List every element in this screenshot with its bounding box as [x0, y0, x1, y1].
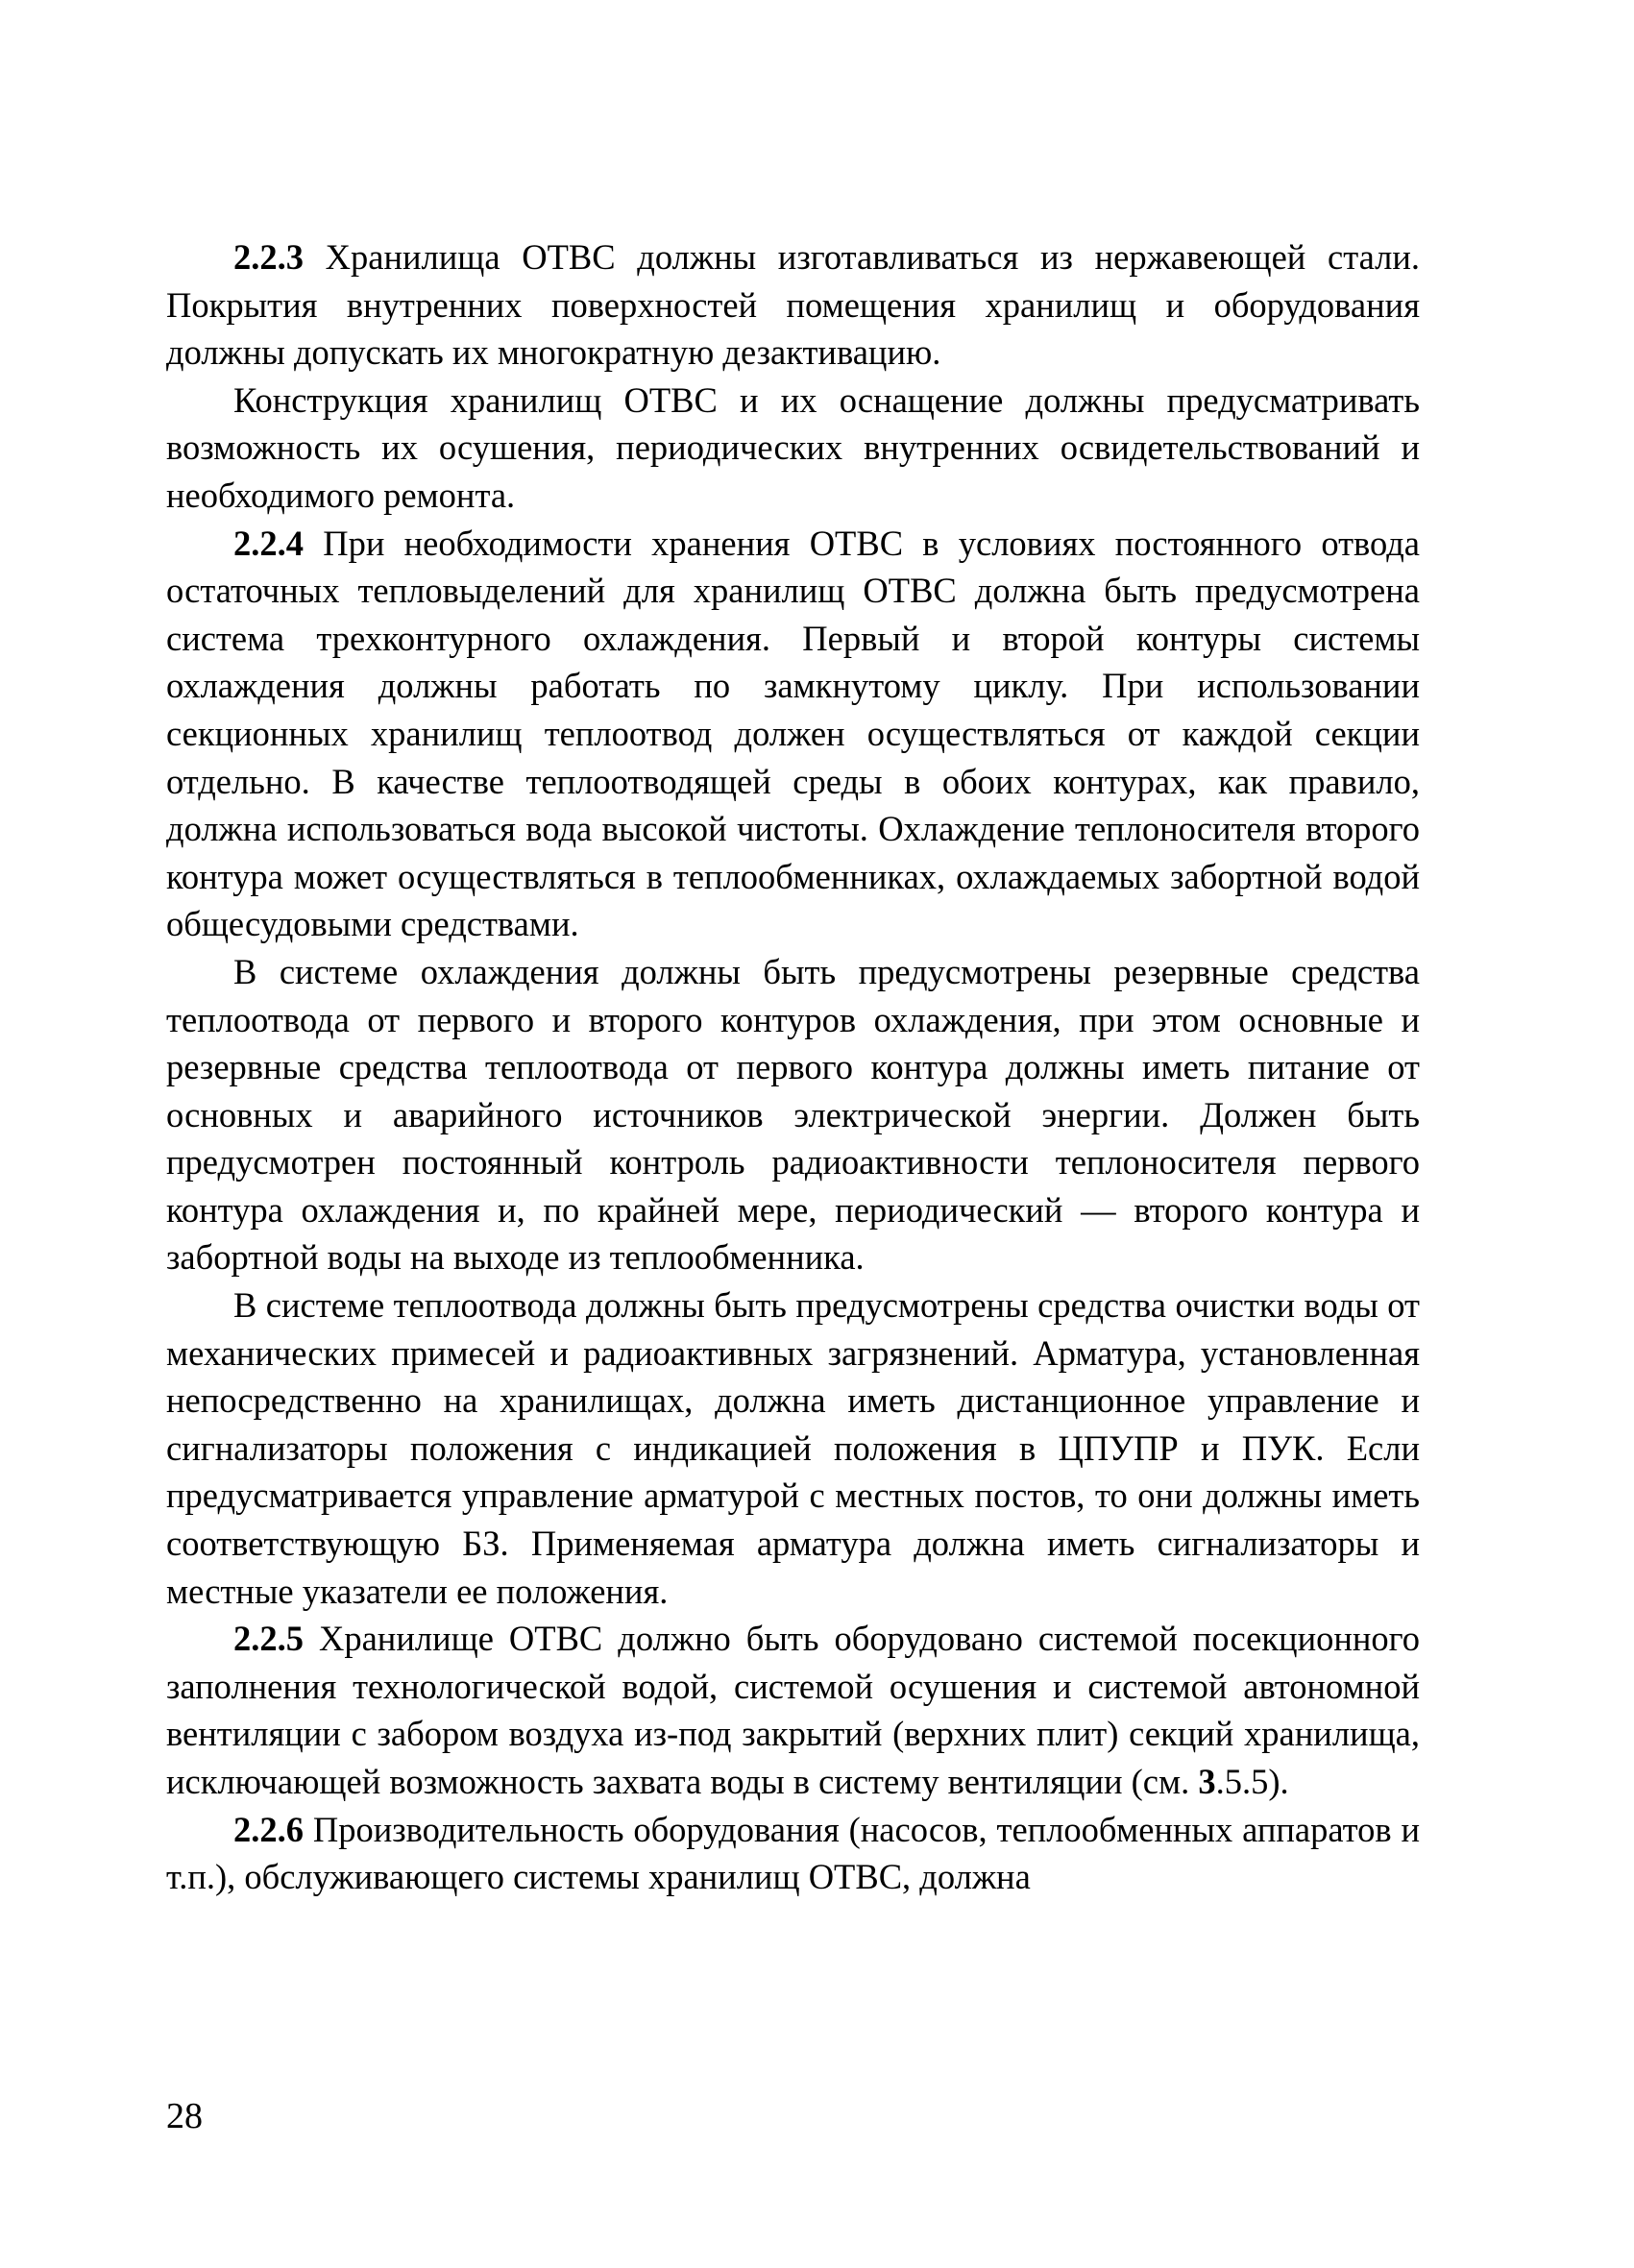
- paragraph-text: При необходимости хранения ОТВС в условиях постоянного отвода остаточных тепловыделений для хранилищ ОТВС должна быть предусмотрена система трехконтурного охлаждения. Первый и второй контуры системы охлаждения должны работать по замкнутому циклу. При использовании секционных хранилищ теплоотвод должен осуществляться от каждой секции отдельно. В качестве теплоотводящей среды в обоих контурах, как правило, должна использоваться вода высокой чистоты. Охлаждение теплоносителя второго контура может осуществляться в теплообменниках, охлаждаемых забортной водой общесудовыми средствами.: [166, 523, 1420, 944]
- section-number: 2.2.4: [233, 523, 304, 563]
- cross-reference-rest: .5.5).: [1215, 1762, 1289, 1801]
- section-number: 2.2.6: [233, 1809, 304, 1849]
- page-number: 28: [166, 2096, 203, 2136]
- paragraph-2-2-5: [166, 1615, 1420, 1805]
- paragraph-2-2-6: [166, 1806, 1420, 1901]
- paragraph-text: Хранилища ОТВС должны изготавливаться из нержавеющей стали. Покрытия внутренних поверхностей помещения хранилищ и оборудования должны допускать их многократную дезактивацию.: [166, 237, 1420, 373]
- paragraph-text: В системе теплоотвода должны быть предусмотрены средства очистки воды от механических примесей и радиоактивных загрязнений. Арматура, установленная непосредственно на хранилищах, должна иметь дистанционное управление и сигнализаторы положения с индикацией положения в ЦПУПР и ПУК. Если предусматривается управление арматурой с местных постов, то они должны иметь соответствующую БЗ. Применяемая арматура должна иметь сигнализаторы и местные указатели ее положения.: [166, 1285, 1420, 1611]
- paragraph-text: Производительность оборудования (насосов, теплообменных аппаратов и т.п.), обслуживающего системы хранилищ ОТВС, должна: [166, 1809, 1420, 1897]
- paragraph-text: Хранилище ОТВС должно быть оборудовано системой посекционного заполнения технологической водой, системой осушения и системой автономной вентиляции с забором воздуха из-под закрытий (верхних плит) секций хранилища, исключающей возможность захвата воды в систему вентиляции (см.: [166, 1619, 1420, 1801]
- section-number: 2.2.5: [233, 1619, 304, 1659]
- paragraph-text: Конструкция хранилищ ОТВС и их оснащение должны предусматривать возможность их осушения, периодических внутренних освидетельствований и необходимого ремонта.: [166, 379, 1420, 515]
- paragraph-2-2-3: [166, 233, 1420, 377]
- paragraph-construction: [166, 377, 1420, 520]
- paragraph-2-2-4: [166, 520, 1420, 948]
- cross-reference-section: 3: [1198, 1762, 1216, 1801]
- body-text: [166, 233, 1420, 1901]
- section-number: 2.2.3: [233, 237, 304, 277]
- paragraph-cooling-system: [166, 948, 1420, 1281]
- paragraph-heat-removal: [166, 1281, 1420, 1615]
- paragraph-text: В системе охлаждения должны быть предусмотрены резервные средства теплоотвода от первого и второго контуров охлаждения, при этом основные и резервные средства теплоотвода от первого контура должны иметь питание от основных и аварийного источников электрической энергии. Должен быть предусмотрен постоянный контроль радиоактивности теплоносителя первого контура охлаждения и, по крайней мере, периодический — второго контура и забортной воды на выходе из теплообменника.: [166, 951, 1420, 1278]
